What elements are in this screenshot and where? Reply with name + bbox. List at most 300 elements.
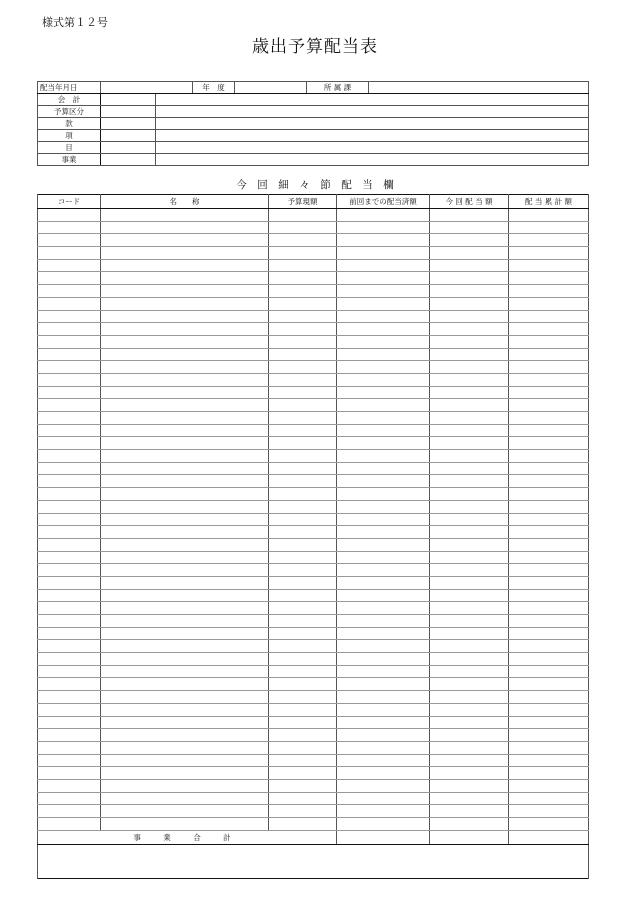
moku-code-field[interactable] <box>101 142 156 154</box>
table-cell[interactable] <box>509 234 589 247</box>
table-cell[interactable] <box>509 259 589 272</box>
table-cell[interactable] <box>269 615 337 628</box>
table-cell[interactable] <box>38 259 101 272</box>
table-cell[interactable] <box>509 412 589 425</box>
table-cell[interactable] <box>337 729 430 742</box>
table-cell[interactable] <box>430 818 509 831</box>
table-cell[interactable] <box>269 551 337 564</box>
table-cell[interactable] <box>337 297 430 310</box>
table-cell[interactable] <box>101 323 269 336</box>
table-cell[interactable] <box>38 576 101 589</box>
table-cell[interactable] <box>101 221 269 234</box>
table-cell[interactable] <box>337 564 430 577</box>
table-cell[interactable] <box>101 627 269 640</box>
table-cell[interactable] <box>509 361 589 374</box>
table-cell[interactable] <box>101 678 269 691</box>
table-cell[interactable] <box>38 373 101 386</box>
table-cell[interactable] <box>38 285 101 298</box>
table-cell[interactable] <box>269 361 337 374</box>
table-cell[interactable] <box>101 234 269 247</box>
table-cell[interactable] <box>430 424 509 437</box>
table-cell[interactable] <box>430 335 509 348</box>
table-cell[interactable] <box>101 602 269 615</box>
table-cell[interactable] <box>509 627 589 640</box>
table-cell[interactable] <box>101 412 269 425</box>
table-cell[interactable] <box>509 805 589 818</box>
table-cell[interactable] <box>269 576 337 589</box>
table-cell[interactable] <box>509 272 589 285</box>
remarks-field[interactable] <box>38 844 589 878</box>
table-cell[interactable] <box>101 259 269 272</box>
table-cell[interactable] <box>269 310 337 323</box>
table-cell[interactable] <box>430 615 509 628</box>
table-cell[interactable] <box>101 729 269 742</box>
allocation-date-field[interactable] <box>101 82 193 94</box>
table-cell[interactable] <box>269 348 337 361</box>
table-cell[interactable] <box>430 272 509 285</box>
table-cell[interactable] <box>337 361 430 374</box>
table-cell[interactable] <box>101 386 269 399</box>
table-cell[interactable] <box>38 526 101 539</box>
table-cell[interactable] <box>38 323 101 336</box>
table-cell[interactable] <box>101 462 269 475</box>
table-cell[interactable] <box>38 564 101 577</box>
table-cell[interactable] <box>337 450 430 463</box>
table-cell[interactable] <box>430 538 509 551</box>
table-cell[interactable] <box>101 399 269 412</box>
table-cell[interactable] <box>269 285 337 298</box>
table-cell[interactable] <box>430 678 509 691</box>
table-cell[interactable] <box>269 602 337 615</box>
table-cell[interactable] <box>101 424 269 437</box>
table-cell[interactable] <box>430 259 509 272</box>
table-cell[interactable] <box>337 538 430 551</box>
table-cell[interactable] <box>269 475 337 488</box>
table-cell[interactable] <box>101 526 269 539</box>
account-code-field[interactable] <box>101 94 156 106</box>
table-cell[interactable] <box>337 589 430 602</box>
table-cell[interactable] <box>337 335 430 348</box>
project-code-field[interactable] <box>101 154 156 166</box>
table-cell[interactable] <box>101 209 269 222</box>
table-cell[interactable] <box>509 348 589 361</box>
table-cell[interactable] <box>337 259 430 272</box>
table-cell[interactable] <box>337 272 430 285</box>
table-cell[interactable] <box>38 589 101 602</box>
table-cell[interactable] <box>337 234 430 247</box>
table-cell[interactable] <box>430 488 509 501</box>
table-cell[interactable] <box>38 627 101 640</box>
table-cell[interactable] <box>509 678 589 691</box>
table-cell[interactable] <box>337 818 430 831</box>
table-cell[interactable] <box>101 615 269 628</box>
table-cell[interactable] <box>38 538 101 551</box>
table-cell[interactable] <box>269 386 337 399</box>
table-cell[interactable] <box>430 703 509 716</box>
table-cell[interactable] <box>337 615 430 628</box>
table-cell[interactable] <box>337 221 430 234</box>
total-cell[interactable] <box>430 830 509 844</box>
table-cell[interactable] <box>38 754 101 767</box>
table-cell[interactable] <box>269 323 337 336</box>
table-cell[interactable] <box>269 424 337 437</box>
table-cell[interactable] <box>269 729 337 742</box>
table-cell[interactable] <box>509 221 589 234</box>
table-cell[interactable] <box>337 767 430 780</box>
table-cell[interactable] <box>269 779 337 792</box>
project-name-field[interactable] <box>156 154 589 166</box>
table-cell[interactable] <box>430 691 509 704</box>
table-cell[interactable] <box>101 272 269 285</box>
table-cell[interactable] <box>269 450 337 463</box>
table-cell[interactable] <box>509 665 589 678</box>
table-cell[interactable] <box>337 653 430 666</box>
table-cell[interactable] <box>509 792 589 805</box>
table-cell[interactable] <box>430 602 509 615</box>
table-cell[interactable] <box>430 221 509 234</box>
table-cell[interactable] <box>509 767 589 780</box>
table-cell[interactable] <box>101 716 269 729</box>
table-cell[interactable] <box>337 348 430 361</box>
table-cell[interactable] <box>430 513 509 526</box>
table-cell[interactable] <box>101 754 269 767</box>
table-cell[interactable] <box>38 386 101 399</box>
table-cell[interactable] <box>337 665 430 678</box>
table-cell[interactable] <box>337 526 430 539</box>
table-cell[interactable] <box>509 576 589 589</box>
table-cell[interactable] <box>509 640 589 653</box>
table-cell[interactable] <box>38 500 101 513</box>
table-cell[interactable] <box>101 564 269 577</box>
budget-category-code-field[interactable] <box>101 106 156 118</box>
table-cell[interactable] <box>269 259 337 272</box>
table-cell[interactable] <box>509 247 589 260</box>
table-cell[interactable] <box>38 310 101 323</box>
table-cell[interactable] <box>101 297 269 310</box>
table-cell[interactable] <box>430 234 509 247</box>
table-cell[interactable] <box>101 335 269 348</box>
fiscal-year-field[interactable] <box>235 82 307 94</box>
table-cell[interactable] <box>269 665 337 678</box>
table-cell[interactable] <box>38 716 101 729</box>
table-cell[interactable] <box>430 361 509 374</box>
table-cell[interactable] <box>337 703 430 716</box>
table-cell[interactable] <box>38 805 101 818</box>
table-cell[interactable] <box>269 526 337 539</box>
table-cell[interactable] <box>430 386 509 399</box>
table-cell[interactable] <box>101 805 269 818</box>
table-cell[interactable] <box>269 767 337 780</box>
table-cell[interactable] <box>430 754 509 767</box>
table-cell[interactable] <box>269 703 337 716</box>
table-cell[interactable] <box>430 247 509 260</box>
table-cell[interactable] <box>269 209 337 222</box>
table-cell[interactable] <box>38 678 101 691</box>
table-cell[interactable] <box>38 640 101 653</box>
table-cell[interactable] <box>430 348 509 361</box>
table-cell[interactable] <box>38 779 101 792</box>
table-cell[interactable] <box>38 234 101 247</box>
table-cell[interactable] <box>430 779 509 792</box>
table-cell[interactable] <box>509 703 589 716</box>
table-cell[interactable] <box>101 373 269 386</box>
table-cell[interactable] <box>430 716 509 729</box>
table-cell[interactable] <box>38 551 101 564</box>
table-cell[interactable] <box>38 272 101 285</box>
table-cell[interactable] <box>269 818 337 831</box>
table-cell[interactable] <box>337 412 430 425</box>
table-cell[interactable] <box>101 285 269 298</box>
table-cell[interactable] <box>337 716 430 729</box>
kan-name-field[interactable] <box>156 118 589 130</box>
table-cell[interactable] <box>38 602 101 615</box>
table-cell[interactable] <box>509 386 589 399</box>
table-cell[interactable] <box>269 538 337 551</box>
table-cell[interactable] <box>509 437 589 450</box>
table-cell[interactable] <box>269 488 337 501</box>
table-cell[interactable] <box>337 475 430 488</box>
table-cell[interactable] <box>269 564 337 577</box>
table-cell[interactable] <box>509 335 589 348</box>
table-cell[interactable] <box>38 615 101 628</box>
table-cell[interactable] <box>269 691 337 704</box>
table-cell[interactable] <box>509 297 589 310</box>
table-cell[interactable] <box>337 323 430 336</box>
kan-code-field[interactable] <box>101 118 156 130</box>
table-cell[interactable] <box>509 462 589 475</box>
table-cell[interactable] <box>509 526 589 539</box>
table-cell[interactable] <box>269 589 337 602</box>
table-cell[interactable] <box>430 729 509 742</box>
table-cell[interactable] <box>101 818 269 831</box>
table-cell[interactable] <box>269 335 337 348</box>
table-cell[interactable] <box>430 589 509 602</box>
table-cell[interactable] <box>509 602 589 615</box>
table-cell[interactable] <box>101 792 269 805</box>
table-cell[interactable] <box>101 488 269 501</box>
table-cell[interactable] <box>509 564 589 577</box>
table-cell[interactable] <box>269 437 337 450</box>
table-cell[interactable] <box>269 462 337 475</box>
table-cell[interactable] <box>269 678 337 691</box>
table-cell[interactable] <box>101 640 269 653</box>
table-cell[interactable] <box>38 653 101 666</box>
table-cell[interactable] <box>509 691 589 704</box>
table-cell[interactable] <box>101 779 269 792</box>
table-cell[interactable] <box>269 234 337 247</box>
table-cell[interactable] <box>38 767 101 780</box>
table-cell[interactable] <box>269 627 337 640</box>
table-cell[interactable] <box>509 310 589 323</box>
table-cell[interactable] <box>101 691 269 704</box>
department-field[interactable] <box>369 82 589 94</box>
table-cell[interactable] <box>509 209 589 222</box>
table-cell[interactable] <box>337 310 430 323</box>
table-cell[interactable] <box>269 221 337 234</box>
table-cell[interactable] <box>38 335 101 348</box>
table-cell[interactable] <box>509 818 589 831</box>
table-cell[interactable] <box>38 691 101 704</box>
table-cell[interactable] <box>101 437 269 450</box>
table-cell[interactable] <box>337 424 430 437</box>
table-cell[interactable] <box>337 805 430 818</box>
table-cell[interactable] <box>430 665 509 678</box>
table-cell[interactable] <box>430 209 509 222</box>
table-cell[interactable] <box>269 297 337 310</box>
table-cell[interactable] <box>430 437 509 450</box>
table-cell[interactable] <box>269 792 337 805</box>
table-cell[interactable] <box>38 399 101 412</box>
table-cell[interactable] <box>38 424 101 437</box>
table-cell[interactable] <box>337 754 430 767</box>
table-cell[interactable] <box>337 741 430 754</box>
table-cell[interactable] <box>430 373 509 386</box>
table-cell[interactable] <box>101 589 269 602</box>
table-cell[interactable] <box>509 653 589 666</box>
table-cell[interactable] <box>38 818 101 831</box>
table-cell[interactable] <box>430 653 509 666</box>
table-cell[interactable] <box>509 589 589 602</box>
table-cell[interactable] <box>101 310 269 323</box>
table-cell[interactable] <box>101 538 269 551</box>
table-cell[interactable] <box>509 488 589 501</box>
table-cell[interactable] <box>430 462 509 475</box>
account-name-field[interactable] <box>156 94 589 106</box>
table-cell[interactable] <box>337 386 430 399</box>
table-cell[interactable] <box>430 564 509 577</box>
table-cell[interactable] <box>38 361 101 374</box>
table-cell[interactable] <box>430 475 509 488</box>
table-cell[interactable] <box>337 602 430 615</box>
table-cell[interactable] <box>430 627 509 640</box>
table-cell[interactable] <box>430 412 509 425</box>
table-cell[interactable] <box>509 551 589 564</box>
table-cell[interactable] <box>38 741 101 754</box>
table-cell[interactable] <box>337 678 430 691</box>
table-cell[interactable] <box>269 399 337 412</box>
total-cell[interactable] <box>509 830 589 844</box>
table-cell[interactable] <box>269 716 337 729</box>
table-cell[interactable] <box>509 729 589 742</box>
table-cell[interactable] <box>509 424 589 437</box>
table-cell[interactable] <box>101 500 269 513</box>
kou-name-field[interactable] <box>156 130 589 142</box>
table-cell[interactable] <box>38 462 101 475</box>
table-cell[interactable] <box>101 361 269 374</box>
table-cell[interactable] <box>38 221 101 234</box>
table-cell[interactable] <box>430 741 509 754</box>
table-cell[interactable] <box>269 500 337 513</box>
table-cell[interactable] <box>101 653 269 666</box>
table-cell[interactable] <box>509 513 589 526</box>
table-cell[interactable] <box>509 373 589 386</box>
table-cell[interactable] <box>509 450 589 463</box>
table-cell[interactable] <box>38 450 101 463</box>
table-cell[interactable] <box>509 741 589 754</box>
table-cell[interactable] <box>337 640 430 653</box>
table-cell[interactable] <box>337 462 430 475</box>
table-cell[interactable] <box>337 627 430 640</box>
table-cell[interactable] <box>38 247 101 260</box>
table-cell[interactable] <box>509 779 589 792</box>
table-cell[interactable] <box>38 297 101 310</box>
table-cell[interactable] <box>269 640 337 653</box>
table-cell[interactable] <box>38 475 101 488</box>
table-cell[interactable] <box>38 703 101 716</box>
table-cell[interactable] <box>430 805 509 818</box>
table-cell[interactable] <box>509 399 589 412</box>
table-cell[interactable] <box>38 209 101 222</box>
table-cell[interactable] <box>38 513 101 526</box>
table-cell[interactable] <box>101 513 269 526</box>
table-cell[interactable] <box>509 285 589 298</box>
table-cell[interactable] <box>337 209 430 222</box>
table-cell[interactable] <box>101 247 269 260</box>
table-cell[interactable] <box>101 703 269 716</box>
table-cell[interactable] <box>38 729 101 742</box>
table-cell[interactable] <box>101 450 269 463</box>
table-cell[interactable] <box>337 399 430 412</box>
table-cell[interactable] <box>38 792 101 805</box>
table-cell[interactable] <box>509 323 589 336</box>
table-cell[interactable] <box>269 247 337 260</box>
table-cell[interactable] <box>430 792 509 805</box>
table-cell[interactable] <box>430 526 509 539</box>
table-cell[interactable] <box>430 310 509 323</box>
table-cell[interactable] <box>337 779 430 792</box>
kou-code-field[interactable] <box>101 130 156 142</box>
table-cell[interactable] <box>269 741 337 754</box>
table-cell[interactable] <box>337 285 430 298</box>
table-cell[interactable] <box>430 399 509 412</box>
table-cell[interactable] <box>38 437 101 450</box>
total-cell[interactable] <box>337 830 430 844</box>
table-cell[interactable] <box>337 691 430 704</box>
table-cell[interactable] <box>430 576 509 589</box>
budget-category-name-field[interactable] <box>156 106 589 118</box>
table-cell[interactable] <box>269 272 337 285</box>
table-cell[interactable] <box>269 653 337 666</box>
table-cell[interactable] <box>430 285 509 298</box>
table-cell[interactable] <box>337 437 430 450</box>
table-cell[interactable] <box>430 551 509 564</box>
table-cell[interactable] <box>509 716 589 729</box>
table-cell[interactable] <box>101 741 269 754</box>
table-cell[interactable] <box>38 488 101 501</box>
table-cell[interactable] <box>269 805 337 818</box>
table-cell[interactable] <box>337 576 430 589</box>
table-cell[interactable] <box>509 754 589 767</box>
table-cell[interactable] <box>337 247 430 260</box>
table-cell[interactable] <box>509 538 589 551</box>
table-cell[interactable] <box>38 348 101 361</box>
table-cell[interactable] <box>101 576 269 589</box>
table-cell[interactable] <box>430 640 509 653</box>
table-cell[interactable] <box>269 754 337 767</box>
table-cell[interactable] <box>337 513 430 526</box>
table-cell[interactable] <box>38 665 101 678</box>
table-cell[interactable] <box>509 475 589 488</box>
table-cell[interactable] <box>269 373 337 386</box>
table-cell[interactable] <box>337 488 430 501</box>
table-cell[interactable] <box>430 500 509 513</box>
table-cell[interactable] <box>509 615 589 628</box>
table-cell[interactable] <box>337 500 430 513</box>
table-cell[interactable] <box>337 373 430 386</box>
table-cell[interactable] <box>269 513 337 526</box>
table-cell[interactable] <box>101 767 269 780</box>
table-cell[interactable] <box>430 297 509 310</box>
